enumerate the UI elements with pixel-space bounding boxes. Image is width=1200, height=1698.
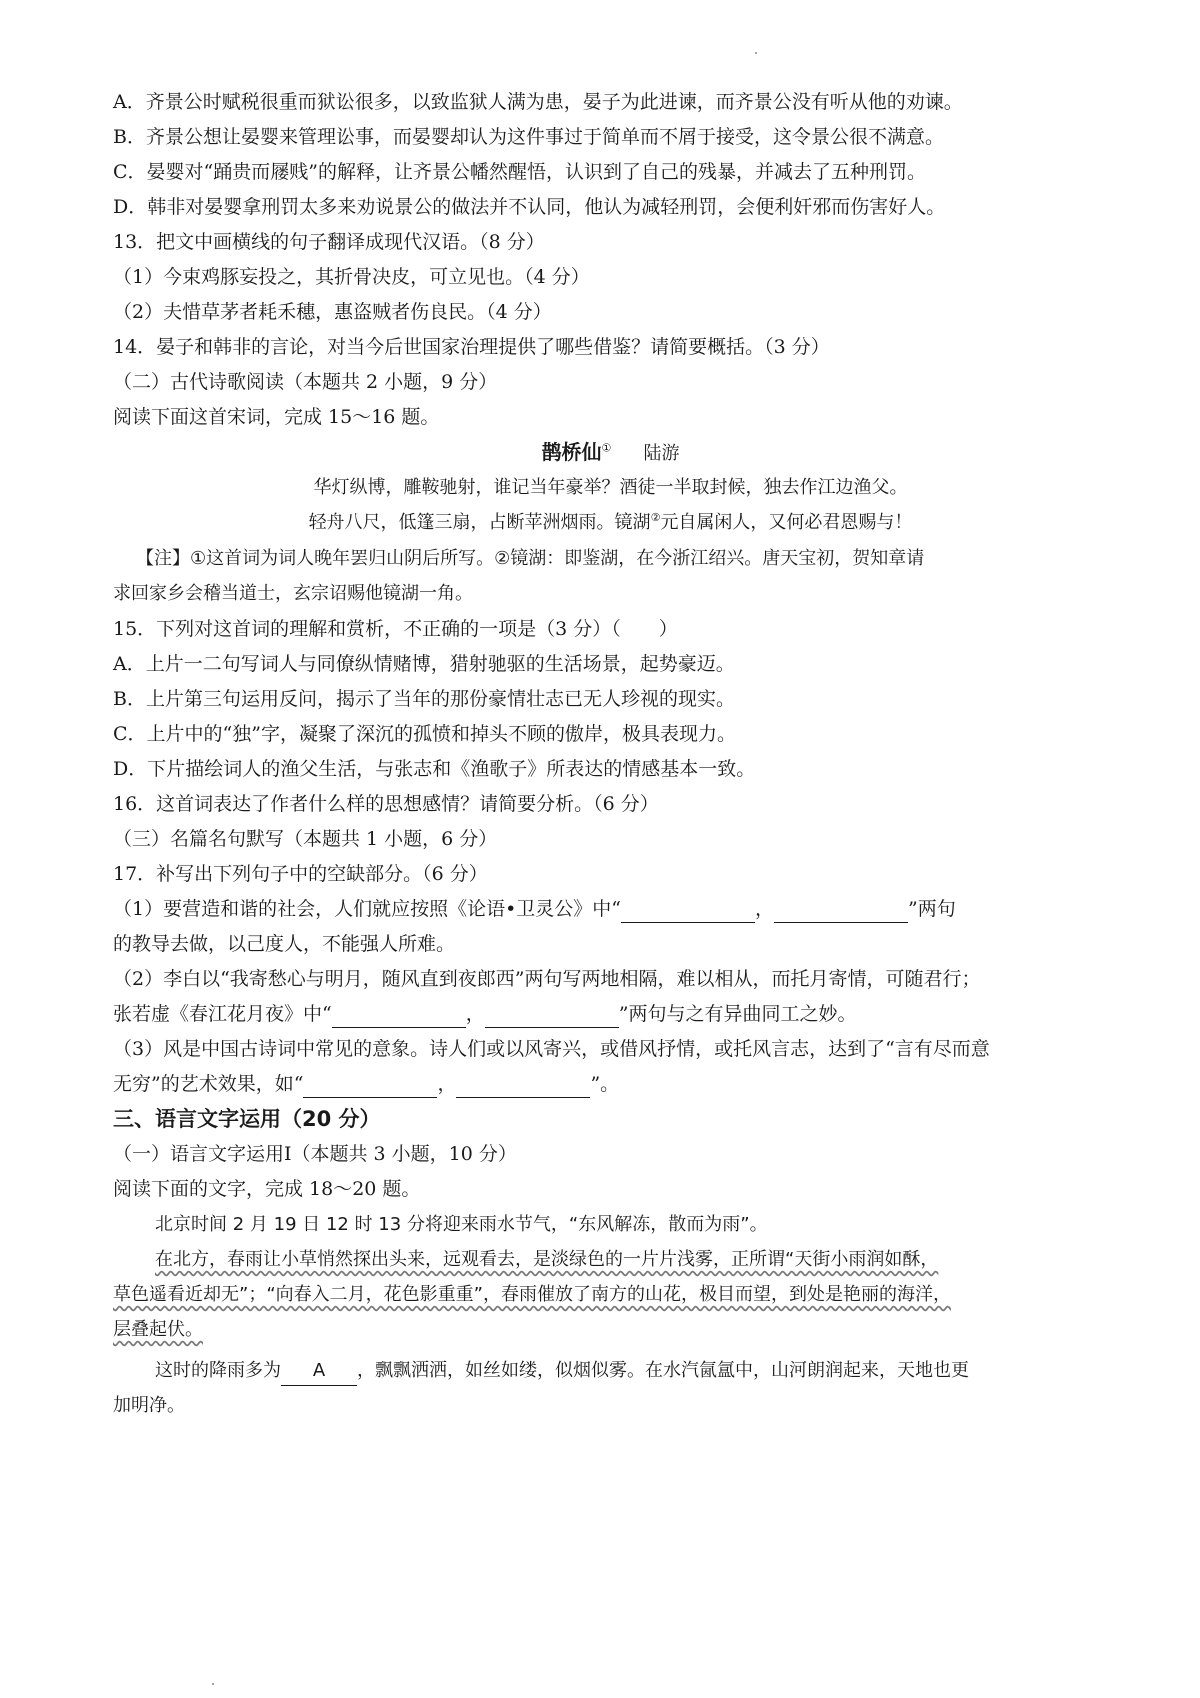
passage-p2-line-3 (113, 1316, 1108, 1344)
q12-option-d: D．韩非对晏婴拿刑罚太多来劝说景公的做法并不认同，他认为减轻刑罚，会便利奸邪而伤害好人。 (113, 196, 946, 218)
scan-dot (755, 52, 757, 54)
passage-p2-line-2 (113, 1281, 1108, 1309)
q12-option-b: B．齐景公想让晏婴来管理讼事，而晏婴却认为这件事过于简单而不屑于接受，这令景公很不满意。 (113, 126, 944, 148)
poem-heading (113, 438, 1108, 468)
answer-blank[interactable] (485, 1007, 619, 1028)
passage-p3-line-1 (155, 1357, 1108, 1386)
q15-option-b: B．上片第三句运用反问，揭示了当年的那份豪情壮志已无人珍视的现实。 (113, 688, 735, 710)
poem-line-1: 华灯纵博，雕鞍驰射，谁记当年豪举？酒徒一半取封候，独去作江边渔父。 (313, 477, 908, 498)
q17-item-1-line-1 (113, 895, 1108, 923)
q15-option-a: A．上片一二句写词人与同僚纵情赌博，猎射驰驱的生活场景，起势豪迈。 (113, 653, 735, 675)
poem-author: 陆游 (643, 443, 680, 464)
q13-item-1: （1）今束鸡豚妄投之，其折骨决皮，可立见也。（4 分） (113, 266, 590, 288)
q12-option-c: C．晏婴对“踊贵而屦贱”的解释，让齐景公幡然醒悟，认识到了自己的残暴，并减去了五种刑罚。 (113, 161, 926, 183)
poem-line-2-note: ② (650, 511, 661, 524)
answer-blank[interactable] (303, 1077, 437, 1098)
section-dictation: （三）名篇名句默写（本题共 1 小题，6 分） (113, 828, 498, 850)
q15-option-d: D．下片描绘词人的渔父生活，与张志和《渔歌子》所表达的情感基本一致。 (113, 758, 756, 780)
poem-line-2-part-a: 轻舟八尺，低篷三扇，占断苹洲烟雨。镜湖 (308, 512, 651, 533)
q17-item-1-text-b: ”两句 (908, 898, 956, 920)
q16-title: 16．这首词表达了作者什么样的思想感情？请简要分析。（6 分） (113, 793, 659, 815)
q17-item-2-text-a: 张若虚《春江花月夜》中“ (113, 1003, 332, 1025)
q13-title: 13．把文中画横线的句子翻译成现代汉语。（8 分） (113, 231, 545, 253)
q17-item-3-line-1: （3）风是中国古诗词中常见的意象。诗人们或以风寄兴，或借风抒情，或托风言志，达到了“言有尽而意 (113, 1038, 990, 1060)
q15-option-c: C．上片中的“独”字，凝聚了深沉的孤愤和掉头不顾的傲岸，极具表现力。 (113, 723, 736, 745)
answer-blank[interactable] (774, 902, 908, 923)
q17-item-2-text-b: ”两句与之有异曲同工之妙。 (618, 1003, 857, 1025)
passage-p2-line-2-text: 草色遥看近却无”；“向春入二月，花色影重重”，春雨催放了南方的山花，极目而望，到处是艳丽的海洋， (113, 1284, 951, 1305)
q17-item-1-separator: ， (755, 898, 775, 920)
answer-blank[interactable] (456, 1077, 590, 1098)
q17-title: 17．补写出下列句子中的空缺部分。（6 分） (113, 863, 488, 885)
q17-item-1-text-a: （1）要营造和谐的社会，人们就应按照《论语•卫灵公》中“ (113, 898, 622, 920)
q17-item-1-line-2: 的教导去做，以己度人，不能强人所难。 (113, 933, 456, 955)
part3-heading: 三、语言文字运用（20 分） (113, 1107, 381, 1131)
q17-item-3-line-2 (113, 1070, 1108, 1098)
passage-p3-text-b: ，飘飘洒洒，如丝如缕，似烟似雾。在水汽氤氲中，山河朗润起来，天地也更 (357, 1360, 969, 1381)
section-poetry: （二）古代诗歌阅读（本题共 2 小题，9 分） (113, 371, 498, 393)
q17-item-3-separator: ， (437, 1073, 457, 1095)
q14-title: 14．晏子和韩非的言论，对当今后世国家治理提供了哪些借鉴？请简要概括。（3 分） (113, 336, 830, 358)
section-lang-1: （一）语言文字运用Ⅰ（本题共 3 小题，10 分） (113, 1143, 517, 1165)
poetry-intro: 阅读下面这首宋词，完成 15～16 题。 (113, 406, 440, 428)
passage-p2-line-1-text: 在北方，春雨让小草悄然探出头来，远观看去，是淡绿色的一片片浅雾，正所谓“天街小雨润如酥， (155, 1249, 939, 1270)
passage-p3-line-2: 加明净。 (113, 1395, 185, 1416)
passage-p2-line-1 (155, 1246, 1108, 1274)
q13-item-2: （2）夫惜草茅者耗禾穗，惠盗贼者伤良民。（4 分） (113, 301, 552, 323)
lang-intro: 阅读下面的文字，完成 18～20 题。 (113, 1178, 421, 1200)
answer-blank[interactable] (621, 902, 755, 923)
passage-p3-text-a: 这时的降雨多为 (155, 1360, 281, 1381)
q17-item-3-text-b: ”。 (590, 1073, 620, 1095)
poem-title: 鹊桥仙 (541, 440, 602, 464)
answer-blank[interactable] (332, 1007, 466, 1028)
q15-title: 15．下列对这首词的理解和赏析，不正确的一项是（3 分）（ ） (113, 618, 678, 640)
passage-p2-line-3-text: 层叠起伏。 (113, 1319, 203, 1340)
scan-dot (212, 1683, 214, 1685)
q17-item-2-line-1: （2）李白以“我寄愁心与明月，随风直到夜郎西”两句写两地相隔，难以相从，而托月寄情，可随君行； (113, 968, 981, 990)
q12-option-a: A．齐景公时赋税很重而狱讼很多，以致监狱人满为患，晏子为此进谏，而齐景公没有听从他的劝谏。 (113, 91, 963, 113)
poem-title-note: ① (601, 441, 612, 455)
q17-item-2-line-2 (113, 1000, 1108, 1028)
answer-blank-a[interactable]: A (281, 1357, 357, 1386)
poem-line-2-part-b: 元自属闲人，又何必君恩赐与！ (660, 512, 913, 533)
q17-item-3-text-a: 无穷”的艺术效果，如“ (113, 1073, 304, 1095)
poem-note-line-2: 求回家乡会稽当道士，玄宗诏赐他镜湖一角。 (113, 583, 473, 604)
poem-line-2 (113, 509, 1108, 537)
poem-note-line-1: 【注】①这首词为词人晚年罢归山阴后所写。②镜湖：即鉴湖，在今浙江绍兴。唐天宝初，贺知章请 (136, 548, 925, 569)
passage-p1: 北京时间 2 月 19 日 12 时 13 分将迎来雨水节气，“东风解冻，散而为雨”。 (155, 1214, 768, 1235)
q17-item-2-separator: ， (465, 1003, 485, 1025)
